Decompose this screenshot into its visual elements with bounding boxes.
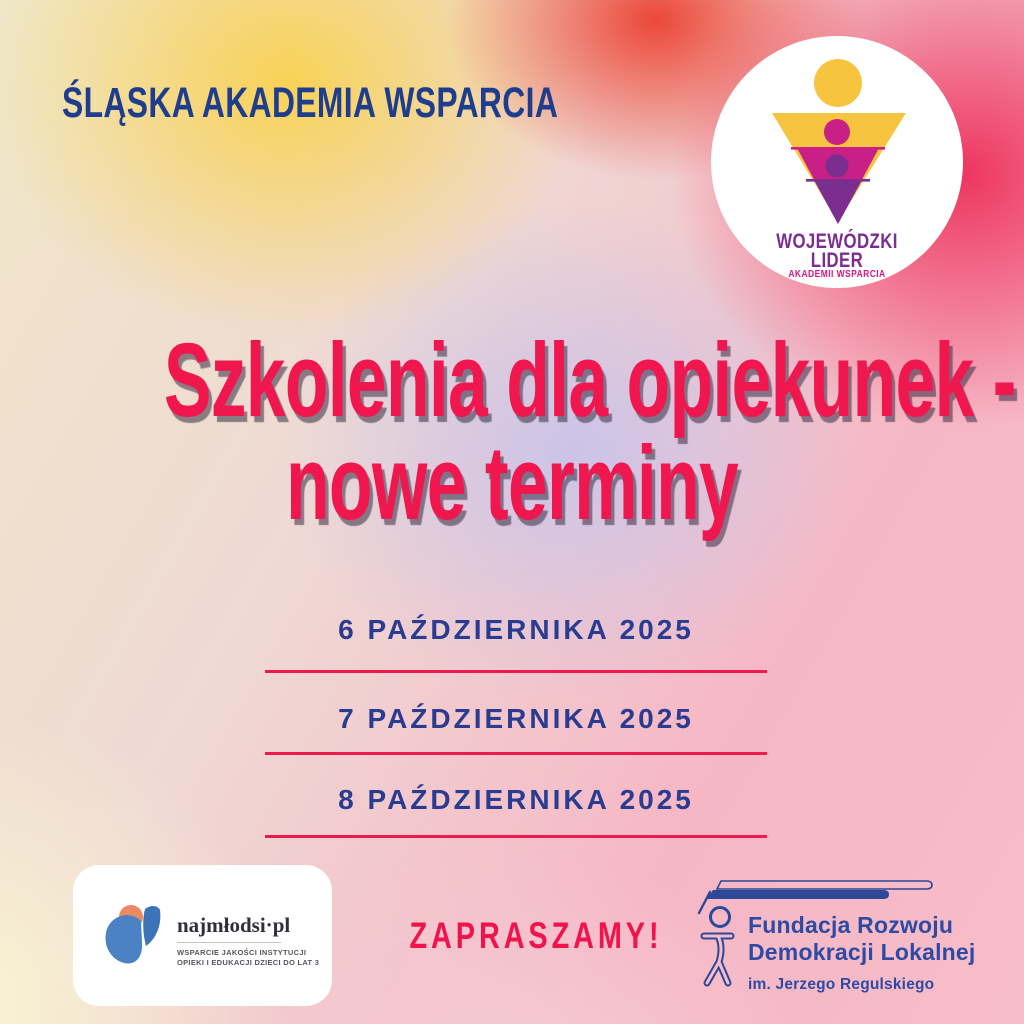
date-divider (265, 752, 767, 755)
flower-icon (101, 901, 163, 971)
najmlodsi-divider (177, 942, 281, 943)
frdl-name-line1: Fundacja Rozwoju (748, 912, 954, 938)
brand-title: ŚLĄSKA AKADEMIA WSPARCIA (62, 79, 559, 127)
frdl-subtitle: im. Jerzego Regulskiego (748, 976, 935, 993)
najmlodsi-tagline-line1: WSPARCIE JAKOŚCI INSTYTUCJI (177, 948, 307, 957)
page-title-line2: nowe terminy (285, 424, 739, 542)
partner-card-najmlodsi (73, 865, 332, 1006)
date-item: 8 PAŹDZIERNIKA 2025 (338, 784, 694, 815)
badge-text-line3: AKADEMII WSPARCIA (788, 269, 886, 280)
date-item: 7 PAŹDZIERNIKA 2025 (338, 703, 694, 734)
cta-text: ZAPRASZAMY! (409, 915, 663, 956)
date-divider (265, 835, 767, 838)
partner-logo-frdl (690, 876, 1010, 1006)
najmlodsi-wordmark: najmłodsi·pl (177, 913, 291, 937)
date-divider (265, 670, 767, 673)
banner-bars-icon (717, 881, 932, 889)
dates-list (259, 0, 773, 860)
page-title-line1: Szkolenia dla opiekunek - (163, 322, 1016, 439)
badge-text-line1: WOJEWÓDZKI (776, 230, 898, 253)
najmlodsi-tagline-line2: OPIEKI I EDUKACJI DZIECI DO LAT 3 (177, 958, 320, 967)
date-item: 6 PAŹDZIERNIKA 2025 (338, 614, 694, 645)
frdl-name-line2: Demokracji Lokalnej (748, 939, 976, 965)
badge-text-line2: LIDER (810, 249, 864, 272)
